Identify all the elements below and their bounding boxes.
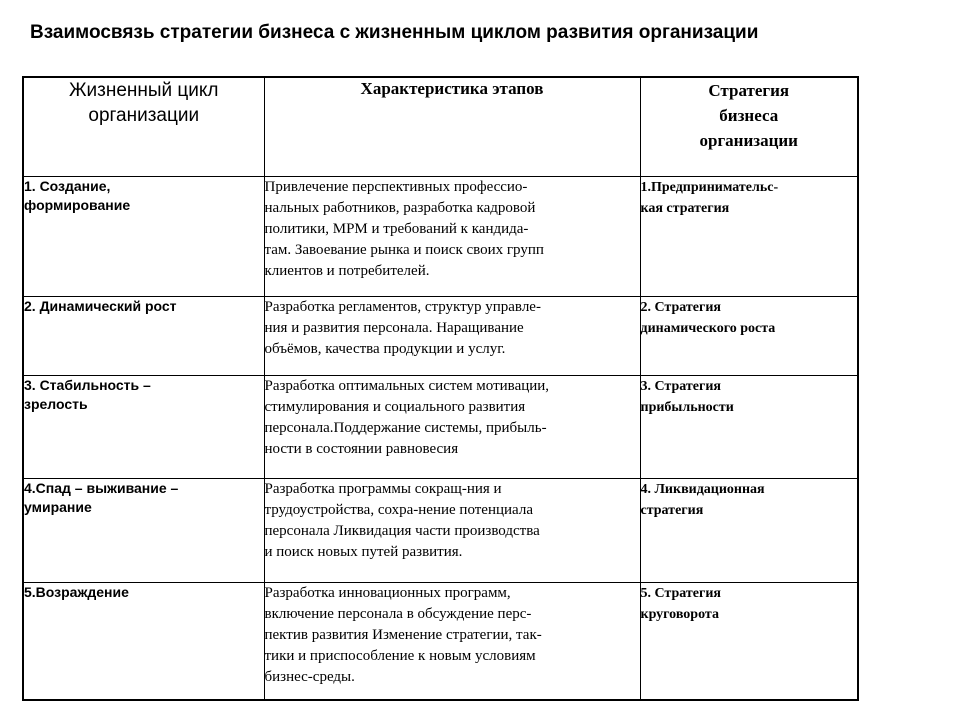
description-cell: Привлечение перспективных профессио- нальных работников, разработка кадровой политики, МРМ и требований к кандида- там. Завоевание рынка и поиск своих групп клиентов и потребителей.: [264, 176, 640, 296]
table-row: [23, 375, 858, 478]
table-row: [23, 296, 858, 375]
table-row: [23, 176, 858, 296]
stage-cell: 4.Спад – выживание – умирание: [23, 478, 264, 582]
header-strategy: Стратегия бизнеса организации: [640, 77, 858, 176]
stage-cell: 5.Возраждение: [23, 582, 264, 700]
stage-cell: 2. Динамический рост: [23, 296, 264, 375]
lifecycle-strategy-table: [22, 76, 859, 701]
slide-title: Взаимосвязь стратегии бизнеса с жизненным циклом развития организации: [30, 22, 759, 43]
description-cell: Разработка оптимальных систем мотивации, стимулирования и социального развития персонала.Поддержание системы, прибыль- ности в состоянии равновесия: [264, 375, 640, 478]
header-characteristics: Характеристика этапов: [264, 77, 640, 176]
strategy-cell: 5. Стратегия круговорота: [640, 582, 858, 700]
strategy-cell: 1.Предпринимательс- кая стратегия: [640, 176, 858, 296]
strategy-cell: 2. Стратегия динамического роста: [640, 296, 858, 375]
strategy-cell: 3. Стратегия прибыльности: [640, 375, 858, 478]
description-cell: Разработка программы сокращ-ния и трудоустройства, сохра-нение потенциала персонала Ликвидация части производства и поиск новых путей развития.: [264, 478, 640, 582]
header-lifecycle: Жизненный цикл организации: [23, 77, 264, 176]
table-row: [23, 478, 858, 582]
stage-cell: 1. Создание, формирование: [23, 176, 264, 296]
stage-cell: 3. Стабильность – зрелость: [23, 375, 264, 478]
description-cell: Разработка инновационных программ, включение персонала в обсуждение перс- пектив развития Изменение стратегии, так- тики и приспособление к новым условиям бизнес-среды.: [264, 582, 640, 700]
table-header-row: [23, 77, 858, 176]
strategy-cell: 4. Ликвидационная стратегия: [640, 478, 858, 582]
description-cell: Разработка регламентов, структур управле- ния и развития персонала. Наращивание объёмов, качества продукции и услуг.: [264, 296, 640, 375]
table-row: [23, 582, 858, 700]
